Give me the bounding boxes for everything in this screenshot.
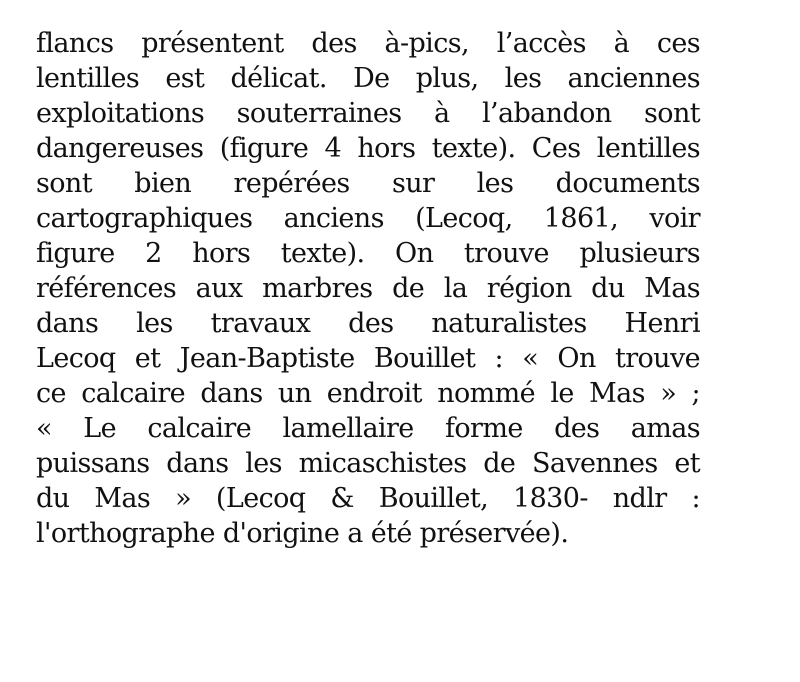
paragraph-line: l'orthographe d'origine a été préservée). <box>36 518 569 549</box>
paragraph-line: cartographiques anciens (Lecoq, 1861, voir <box>36 203 700 234</box>
body-paragraph <box>36 26 700 551</box>
paragraph-line: du Mas » (Lecoq & Bouillet, 1830- ndlr : <box>36 483 700 514</box>
paragraph-line: exploitations souterraines à l’abandon sont <box>36 98 700 129</box>
paragraph-line: dans les travaux des naturalistes Henri <box>36 308 700 339</box>
paragraph-line: dangereuses (figure 4 hors texte). Ces lentilles <box>36 133 700 164</box>
paragraph-line: ce calcaire dans un endroit nommé le Mas » ; <box>36 378 700 409</box>
paragraph-line: « Le calcaire lamellaire forme des amas <box>36 413 700 444</box>
paragraph-line: puissans dans les micaschistes de Savennes et <box>36 448 700 479</box>
paragraph-line: références aux marbres de la région du Mas <box>36 273 700 304</box>
paragraph-line: figure 2 hors texte). On trouve plusieurs <box>36 238 700 269</box>
paragraph-line: lentilles est délicat. De plus, les anciennes <box>36 63 700 94</box>
paragraph-line: sont bien repérées sur les documents <box>36 168 700 199</box>
paragraph-line: flancs présentent des à-pics, l’accès à ces <box>36 28 700 59</box>
paragraph-line: Lecoq et Jean-Baptiste Bouillet : « On trouve <box>36 343 700 374</box>
